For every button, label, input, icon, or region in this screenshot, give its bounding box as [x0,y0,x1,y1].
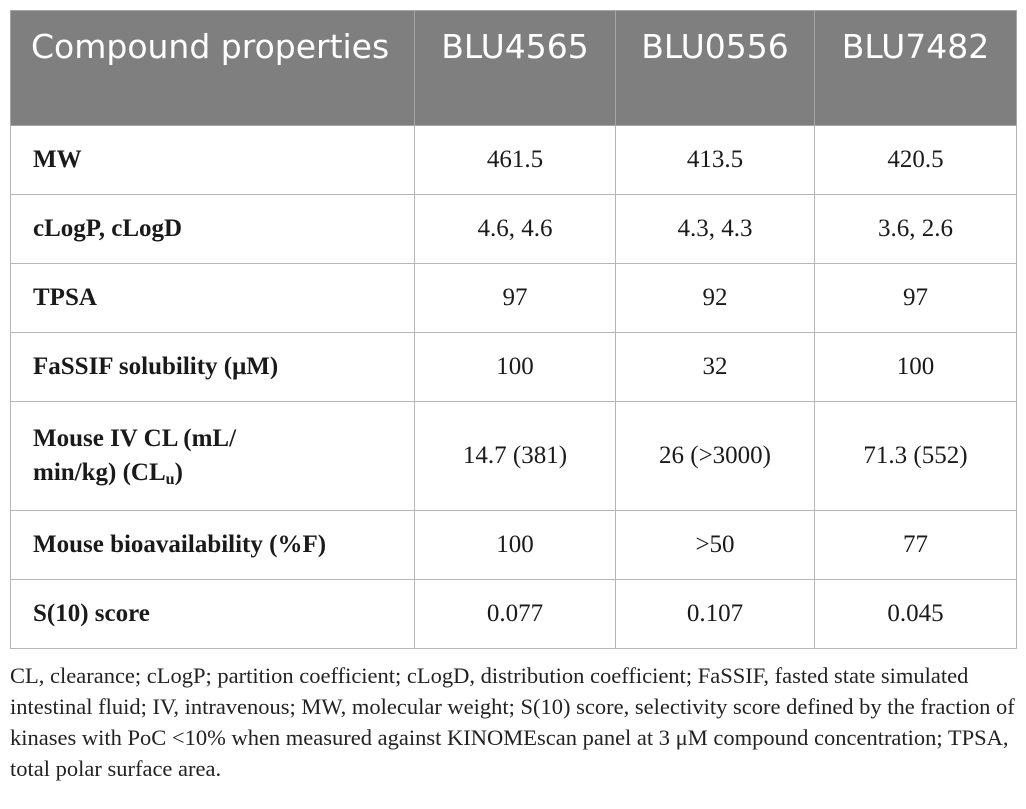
row-label: S(10) score [11,580,415,649]
table-row-clogp [11,195,1017,264]
cell-blu7482: 3.6, 2.6 [815,195,1017,264]
cell-blu4565: 97 [415,264,616,333]
cell-blu4565: 0.077 [415,580,616,649]
row-label-line1: Mouse IV CL (mL/ [33,425,237,452]
header-blu4565: BLU4565 [415,11,616,126]
header-blu7482: BLU7482 [815,11,1017,126]
cell-blu7482: 71.3 (552) [815,402,1017,511]
table-row-tpsa [11,264,1017,333]
cell-blu4565: 100 [415,511,616,580]
row-label [11,402,415,511]
cell-blu0556: 26 (>3000) [616,402,815,511]
header-blu0556: BLU0556 [616,11,815,126]
table-footnote: CL, clearance; cLogP; partition coefficient; cLogD, distribution coefficient; FaSSIF, fasted state simulated intestinal fluid; IV, intravenous; MW, molecular weight; S(10) score, selectivity score defined by the fraction of kinases with PoC <10% when measured against KINOMEscan panel at 3 μM compound concentration; TPSA, total polar surface area. [10,663,1015,781]
row-label: cLogP, cLogD [11,195,415,264]
table-row-mouse-iv-cl [11,402,1017,511]
cell-blu7482: 420.5 [815,126,1017,195]
header-compound-properties: Compound properties [11,11,415,126]
row-label-end: ) [174,459,183,486]
row-label: MW [11,126,415,195]
cell-blu0556: 4.3, 4.3 [616,195,815,264]
cell-blu0556: 32 [616,333,815,402]
cell-blu0556: 0.107 [616,580,815,649]
table-header-row [11,11,1017,126]
cell-blu0556: 413.5 [616,126,815,195]
compound-properties-table-container [10,10,1016,649]
table-row-bioavailability [11,511,1017,580]
table-row-s10-score [11,580,1017,649]
cell-blu4565: 4.6, 4.6 [415,195,616,264]
row-label: TPSA [11,264,415,333]
cell-blu4565: 100 [415,333,616,402]
table-row-fassif [11,333,1017,402]
cell-blu7482: 97 [815,264,1017,333]
cell-blu4565: 14.7 (381) [415,402,616,511]
cell-blu0556: >50 [616,511,815,580]
row-label: FaSSIF solubility (μM) [11,333,415,402]
row-label-subscript: u [165,471,175,488]
row-label-line2: min/kg) (CL [33,459,166,486]
compound-properties-table [10,10,1017,649]
cell-blu7482: 77 [815,511,1017,580]
cell-blu0556: 92 [616,264,815,333]
cell-blu7482: 100 [815,333,1017,402]
table-row-mw [11,126,1017,195]
cell-blu4565: 461.5 [415,126,616,195]
cell-blu7482: 0.045 [815,580,1017,649]
row-label: Mouse bioavailability (%F) [11,511,415,580]
